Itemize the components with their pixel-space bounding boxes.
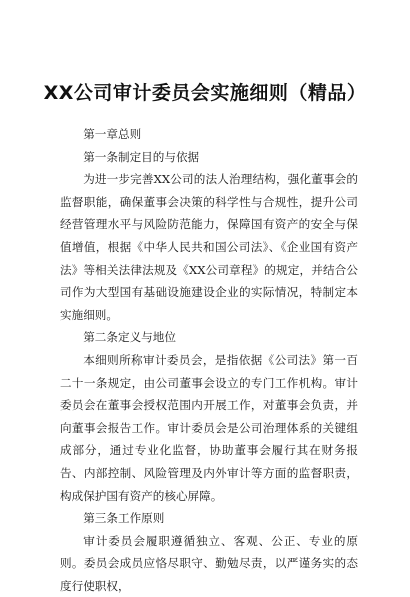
body-paragraph: 审计委员会履职遵循独立、客观、公正、专业的原则。委员会成员应恪尽职守、勤勉尽责，以严谨务实的态度行使职权， [60, 533, 358, 593]
body-paragraph: 本细则所称审计委员会，是指依据《公司法》第一百二十一条规定，由公司董事会设立的专门工作机构。审计委员会在董事会授权范围内开展工作，对董事会负责，并向董事会报告工作。审计委员会是公司治理体系的关键组成部分，通过专业化监督，协助董事会履行其在财务报告、内部控制、风险管理及内外审计等方面的监督职责，构成保护国有资产的核心屏障。 [60, 352, 358, 503]
document-title: XX公司审计委员会实施细则（精品） [43, 82, 367, 104]
article-heading: 第三条工作原则 [83, 511, 165, 526]
document-body [60, 123, 358, 597]
chapter-heading: 第一章总则 [83, 127, 142, 141]
article-heading: 第一条制定目的与依据 [83, 149, 200, 164]
body-paragraph: 为进一步完善XX公司的法人治理结构，强化董事会的监督职能，确保董事会决策的科学性与合规性，提升公司经营管理水平与风险防范能力，保障国有资产的安全与保值增值，根据《中华人民共和国公司法》、《企业国有资产法》等相关法律法规及《XX公司章程》的规定，并结合公司作为大型国有基础设施建设企业的实际情况，特制定本实施细则。 [60, 172, 358, 322]
article-heading: 第二条定义与地位 [83, 330, 176, 345]
